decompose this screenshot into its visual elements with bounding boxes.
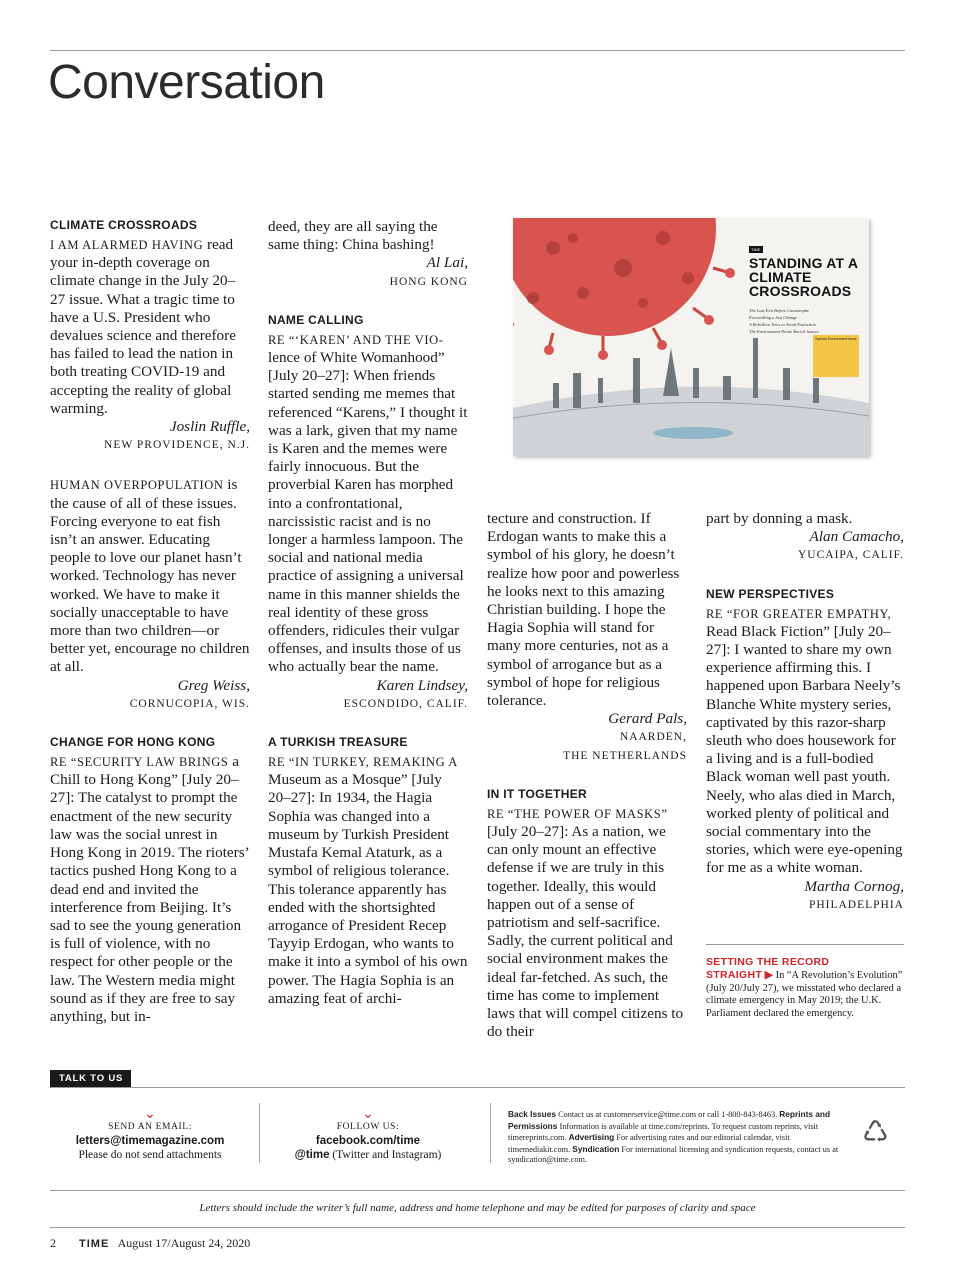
letter-body: RE “FOR GREATER EMPATHY, Read Black Fiction” [July 20–27]: I wanted to share my own experience affirming this. I happened upon Barbara Neely’s Blanche White mystery series, captivated by this razor-sharp sleuth who does housework for a living and is a full-bodied Black woman well past youth. Neely, who alas died in March, worked plenty of political and social commentary into the stories, which were eye-opening for me as a white woman. <box>706 606 903 877</box>
letter-location: ESCONDIDO, CALIF. <box>343 697 468 710</box>
talk-to-us-label: TALK TO US <box>50 1070 131 1087</box>
letter-head: NEW PERSPECTIVES <box>706 586 835 601</box>
correction-body: In “A Revolution’s Evolution” (July 20/July 27), we misstated who declared a climate emergency in May 2019; the U.K. Parliament declared the emergency. <box>706 970 903 1019</box>
footer-divider <box>490 1103 491 1163</box>
page-number: 2 <box>50 1236 56 1250</box>
letter-head: NAME CALLING <box>268 312 364 327</box>
letter-body: RE “IN TURKEY, REMAKING A Museum as a Mosque” [July 20–27]: In 1934, the Hagia Sophia was changed into a museum by Turkish President Mustafa Kemal Ataturk, as a symbol of religious tolerance. This tolerance apparently has ended with the shortsighted arrogance of President Recep Tayyip Erdogan, who wants to make it into a symbol of his own power. The Hagia Sophia is an amazing feat of archi- <box>268 755 468 1007</box>
recycle-icon: ♺ <box>862 1115 889 1150</box>
footer-divider <box>259 1103 260 1163</box>
page-title: Conversation <box>48 56 325 109</box>
disclaimer-rule <box>50 1190 905 1191</box>
letters-disclaimer: Letters should include the writer’s full name, address and home telephone and may be edited for purposes of clarity and space <box>199 1202 756 1214</box>
letter-body: RE “THE POWER OF MASKS” [July 20–27]: As a nation, we can only mount an effective defense if we are truly in this together. Ideally, this would happen out of a sense of patriotism and self-sacrifice. Sadly, the current political and social environment makes the ideal far-fetched. As such, the time has come to implement laws that will compel citizens to do their <box>487 806 684 1041</box>
twitter-link[interactable]: @time <box>294 1149 330 1161</box>
cover-headline: STANDING AT A CLIMATE CROSSROADS <box>749 255 858 299</box>
letter-location: YUCAIPA, CALIF. <box>798 549 904 562</box>
facebook-link[interactable]: facebook.com/time <box>315 1135 421 1147</box>
contact-info: Back Issues Contact us at customerservice@time.com or call 1-800-843-8463. Reprints and Permissions Information is available at time.com/reprints. To request custom reprints, visit timereprints.com. Advertising For advertising rates and our editorial calendar, visit timemediakit.com. Syndication For international licensing and syndication requests, contact us at syndication@time.com. <box>508 1109 839 1165</box>
letter-head: A TURKISH TREASURE <box>268 735 408 750</box>
letter-signature: Karen Lindsey, <box>376 676 468 694</box>
cover-line: The Environment Needs Racial Justice <box>749 329 819 334</box>
arrow-right-icon: ▶ <box>764 969 774 982</box>
issue-date: August 17/August 24, 2020 <box>117 1236 251 1250</box>
email-contact <box>50 1108 250 1162</box>
letter-signature: Martha Cornog, <box>804 877 904 895</box>
bottom-rule <box>50 1227 905 1228</box>
letter-body: I AM ALARMED HAVING read your in-depth coverage on climate change in the July 20–27 issue. What a tragic time to have a U.S. President who devalues science and therefore has failed to lead the nation in both treating COVID-19 and accepting the reality of global warming. <box>50 236 236 417</box>
letter-location: THE NETHERLANDS <box>563 749 687 762</box>
top-rule <box>50 50 905 51</box>
letter-location: CORNUCOPIA, WIS. <box>129 697 250 710</box>
letter-body: RE “‘KAREN’ AND THE VIO- lence of White Womanhood” [July 20–27]: When friends started sending me memes that referenced “Karens,” I thought it was a lark, given that my name is Karen and the memes were fairly innocuous. But the proverbial Karen has morphed into a confrontational, narcissistic racist and is no longer a harmless lampoon. The social and national media practice of assigning a universal name in this manner shields the real identity of these gross offenders, ridicules their vulgar offenses, and insults those of us who actually bear the name. <box>268 332 468 676</box>
email-note: Please do not send attachments <box>78 1149 222 1161</box>
correction-head: STRAIGHT <box>706 969 763 982</box>
letter-location: PHILADELPHIA <box>808 898 904 911</box>
chevron-down-icon: ⌄ <box>362 1106 374 1122</box>
letter-location: HONG KONG <box>389 275 468 288</box>
cover-line: Forestalling a Sea Change <box>749 315 798 320</box>
record-divider <box>706 944 904 945</box>
letter-signature: Joslin Ruffle, <box>169 418 250 436</box>
column-3 <box>487 510 687 1041</box>
cover-line: A Rebellion Tries to Avoid Extinction <box>749 322 816 327</box>
magazine-name: TIME <box>79 1238 110 1250</box>
follow-label: FOLLOW US: <box>336 1122 400 1132</box>
magazine-cover-image <box>513 218 869 456</box>
email-link[interactable]: letters@timemagazine.com <box>75 1135 225 1147</box>
letter-body: deed, they are all saying the same thing: China bashing! <box>268 218 438 254</box>
letter-signature: Gerard Pals, <box>608 710 687 728</box>
cover-badge: Special Environment Issue <box>813 335 859 377</box>
follow-contact <box>268 1108 468 1162</box>
cover-line: The Last Exit Before Catastrophe <box>749 308 810 313</box>
email-label: SEND AN EMAIL: <box>108 1122 192 1132</box>
letter-signature: Alan Camacho, <box>809 528 904 546</box>
coronavirus-illustration <box>513 218 735 360</box>
letter-body: HUMAN OVERPOPULATION is the cause of all of these issues. Forcing everyone to eat fish isn’t an answer. Educating people to love our planet hasn’t worked. Technology has never worked. We have to make it socially unacceptable to have more than two children—or better yet, encourage no children at all. <box>50 476 250 676</box>
twitter-line: @time (Twitter and Instagram) <box>294 1149 442 1161</box>
column-4 <box>706 510 904 914</box>
talk-rule <box>50 1087 905 1088</box>
correction-head: SETTING THE RECORD <box>706 956 830 968</box>
letter-signature: Al Lai, <box>426 254 468 272</box>
letter-head: CHANGE FOR HONG KONG <box>50 735 216 750</box>
letter-head: IN IT TOGETHER <box>487 786 587 801</box>
chevron-down-icon: ⌄ <box>144 1106 156 1122</box>
letter-head: CLIMATE CROSSROADS <box>50 218 198 232</box>
correction-box <box>706 956 904 1020</box>
letter-body: part by donning a mask. <box>706 510 853 527</box>
letter-location: NAARDEN, <box>619 731 687 744</box>
letter-body: tecture and construction. If Erdogan wants to make this a symbol of his glory, he doesn’t realize how poor and powerless he looks next to this amazing Christian building. I hope the Hagia Sophia will stand for many more centuries, not as a symbol of arrogance but as a symbol of hope for religious tolerance. <box>487 510 680 710</box>
column-2 <box>268 218 468 1008</box>
cover-brand: TIME <box>751 247 761 252</box>
letter-signature: Greg Weiss, <box>177 676 250 694</box>
letter-location: NEW PROVIDENCE, N.J. <box>104 439 250 452</box>
column-1 <box>50 218 250 1026</box>
letter-body: RE “SECURITY LAW BRINGS a Chill to Hong Kong” [July 20–27]: The catalyst to prompt the enactment of the new security law was the social unrest in Hong Kong in 2019. The rioters’ tactics pushed Hong Kong to a dead end and invited the interference from Beijing. It’s sad to see the young generation is full of violence, with no respect for other people or the law. The Western media might sound as if they are free to say anything, but in- <box>50 753 249 1025</box>
folio <box>50 1236 250 1251</box>
